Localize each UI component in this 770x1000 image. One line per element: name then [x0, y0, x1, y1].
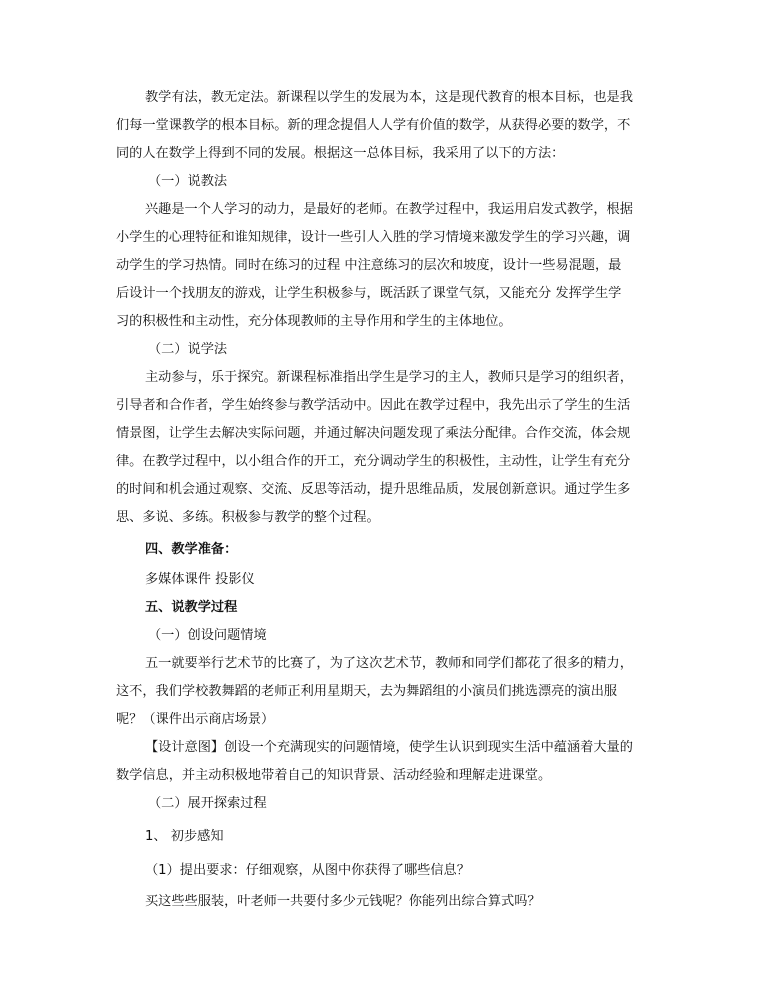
paragraph-learning-line-2: 引导者和合作者，学生始终参与教学活动中。因此在教学过程中，我先出示了学生的生活	[116, 398, 631, 413]
question-requirement: （1）提出要求：仔细观察，从图中你获得了哪些信息？	[145, 863, 470, 878]
heading-learning-method: （二）说学法	[148, 342, 228, 357]
heading-teaching-process: 五、说教学过程	[145, 600, 238, 615]
heading-teaching-preparation: 四、教学准备：	[145, 542, 238, 557]
paragraph-learning-line-5: 的时间和机会通过观察、交流、反思等活动，提升思维品质，发展创新意识。通过学生多	[116, 482, 631, 497]
paragraph-teaching-line-3: 动学生的学习热情。同时在练习的过程 中注意练习的层次和坡度，设计一些易混题，最	[116, 258, 622, 273]
paragraph-intro-line-3: 同的人在数学上得到不同的发展。根据这一总体目标，我采用了以下的方法：	[116, 146, 565, 161]
question-total-price: 买这些些服装，叶老师一共要付多少元钱呢？你能列出综合算式吗？	[145, 894, 541, 909]
paragraph-design-intent-line-1: 【设计意图】创设一个充满现实的问题情境，使学生认识到现实生活中蕴涵着大量的	[145, 740, 633, 755]
paragraph-intro-line-2: 们每一堂课教学的根本目标。新的理念提倡人人学有价值的数学，从获得必要的数学，不	[116, 118, 631, 133]
preparation-items: 多媒体课件 投影仪	[145, 572, 255, 587]
heading-explore-process: （二）展开探索过程	[148, 796, 267, 811]
paragraph-situation-line-1: 五一就要举行艺术节的比赛了，为了这次艺术节，教师和同学们都花了很多的精力，	[145, 656, 633, 671]
heading-initial-perception: 1、 初步感知	[145, 829, 224, 844]
paragraph-design-intent-line-2: 数学信息，并主动积极地带着自己的知识背景、活动经验和理解走进课堂。	[116, 768, 552, 783]
paragraph-teaching-line-5: 习的积极性和主动性，充分体现教师的主导作用和学生的主体地位。	[116, 314, 512, 329]
paragraph-situation-line-2: 这不，我们学校教舞蹈的老师正利用星期天，去为舞蹈组的小演员们挑选漂亮的演出服	[116, 684, 618, 699]
paragraph-intro-line-1: 教学有法，教无定法。新课程以学生的发展为本，这是现代教育的根本目标，也是我	[145, 90, 633, 105]
heading-teaching-method: （一）说教法	[148, 174, 228, 189]
heading-create-situation: （一）创设问题情境	[148, 628, 267, 643]
paragraph-situation-line-3: 呢？（课件出示商店场景）	[116, 712, 275, 727]
paragraph-learning-line-3: 情景图，让学生去解决实际问题，并通过解决问题发现了乘法分配律。合作交流，体会规	[116, 426, 631, 441]
paragraph-teaching-line-1: 兴趣是一个人学习的动力，是最好的老师。在教学过程中，我运用启发式教学，根据	[145, 202, 633, 217]
paragraph-teaching-line-2: 小学生的心理特征和谁知规律，设计一些引人入胜的学习情境来激发学生的学习兴趣，调	[116, 230, 631, 245]
paragraph-learning-line-6: 思、多说、多练。积极参与教学的整个过程。	[116, 510, 380, 525]
paragraph-teaching-line-4: 后设计一个找朋友的游戏，让学生积极参与，既活跃了课堂气氛，又能充分 发挥学生学	[116, 286, 622, 301]
paragraph-learning-line-4: 律。在教学过程中，以小组合作的开工，充分调动学生的积极性，主动性，让学生有充分	[116, 454, 631, 469]
paragraph-learning-line-1: 主动参与，乐于探究。新课程标准指出学生是学习的主人，教师只是学习的组织者，	[145, 370, 633, 385]
